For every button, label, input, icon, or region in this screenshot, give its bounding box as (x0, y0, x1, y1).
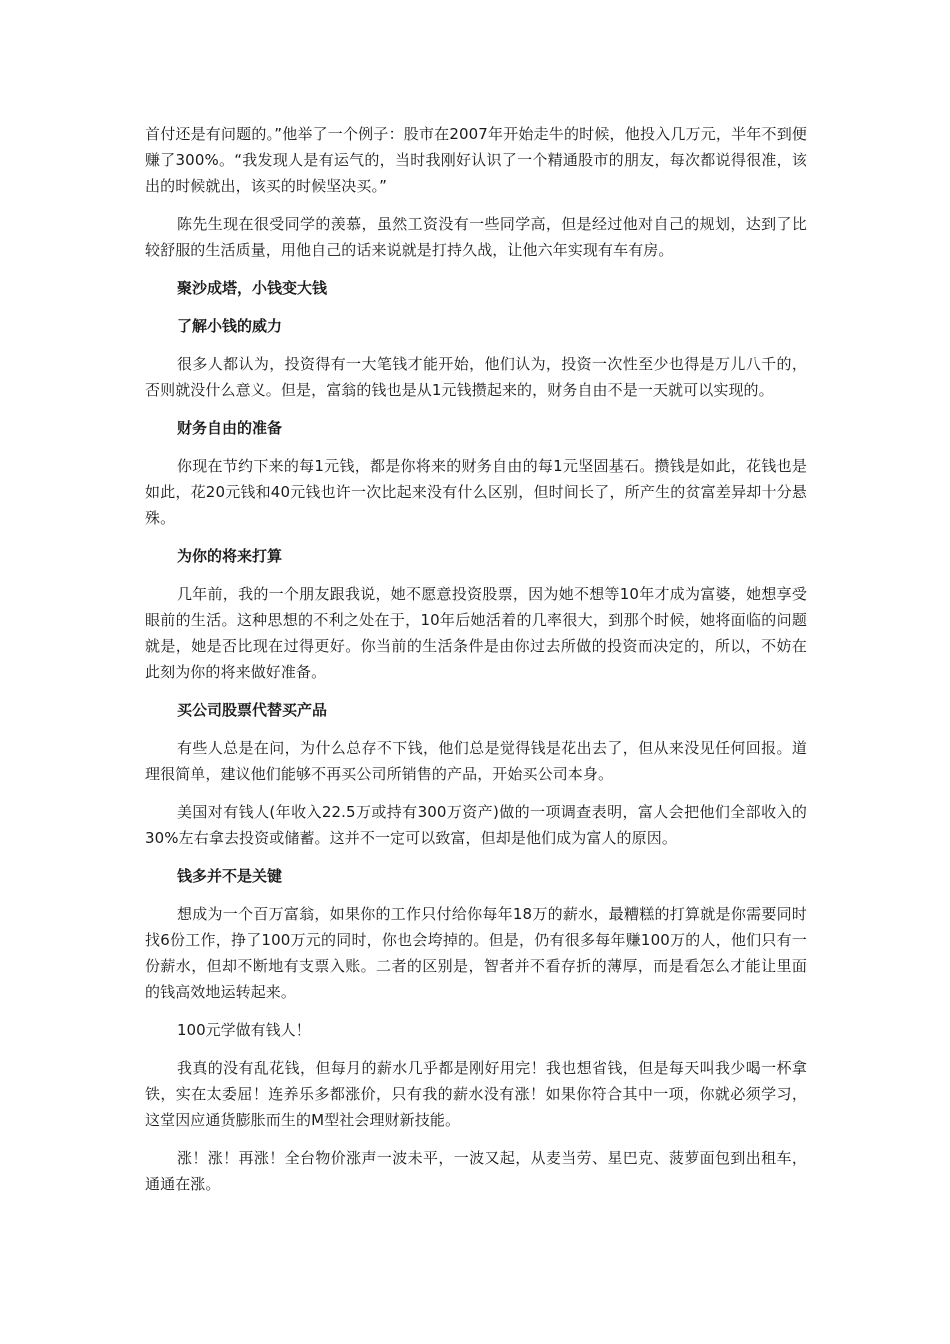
paragraph: 几年前，我的一个朋友跟我说，她不愿意投资股票，因为她不想等10年才成为富婆，她想享受眼前的生活。这种思想的不利之处在于，10年后她活着的几率很大，到那个时候，她将面临的问题就是，她是否比现在过得更好。你当前的生活条件是由你过去所做的投资而决定的，所以，不妨在此刻为你的将来做好准备。 (145, 585, 807, 681)
section-heading: 钱多并不是关键 (177, 867, 283, 885)
section-heading: 了解小钱的威力 (177, 317, 283, 335)
section-heading: 聚沙成塔，小钱变大钱 (177, 279, 328, 297)
section-heading: 买公司股票代替买产品 (177, 701, 328, 719)
section-heading: 为你的将来打算 (177, 547, 283, 565)
paragraph: 涨！涨！再涨！全台物价涨声一波未平，一波又起，从麦当劳、星巴克、菠萝面包到出租车，通通在涨。 (145, 1149, 807, 1193)
paragraph: 很多人都认为，投资得有一大笔钱才能开始，他们认为，投资一次性至少也得是万儿八千的，否则就没什么意义。但是，富翁的钱也是从1元钱攒起来的，财务自由不是一天就可以实现的。 (145, 355, 807, 399)
paragraph: 你现在节约下来的每1元钱，都是你将来的财务自由的每1元坚固基石。攒钱是如此，花钱也是如此，花20元钱和40元钱也许一次比起来没有什么区别，但时间长了，所产生的贫富差异却十分悬殊。 (145, 457, 807, 527)
paragraph: 陈先生现在很受同学的羡慕，虽然工资没有一些同学高，但是经过他对自己的规划，达到了比较舒服的生活质量，用他自己的话来说就是打持久战，让他六年实现有车有房。 (145, 215, 807, 259)
paragraph: 首付还是有问题的。”他举了一个例子：股市在2007年开始走牛的时候，他投入几万元，半年不到便赚了300%。“我发现人是有运气的，当时我刚好认识了一个精通股市的朋友，每次都说得很准，该出的时候就出，该买的时候坚决买。” (145, 125, 807, 195)
paragraph: 有些人总是在问，为什么总存不下钱，他们总是觉得钱是花出去了，但从来没见任何回报。道理很简单，建议他们能够不再买公司所销售的产品，开始买公司本身。 (145, 739, 807, 783)
paragraph: 美国对有钱人(年收入22.5万或持有300万资产)做的一项调查表明，富人会把他们全部收入的30%左右拿去投资或储蓄。这并不一定可以致富，但却是他们成为富人的原因。 (145, 803, 807, 847)
section-heading: 财务自由的准备 (177, 419, 283, 437)
subheading-plain: 100元学做有钱人！ (177, 1021, 311, 1039)
paragraph: 我真的没有乱花钱，但每月的薪水几乎都是刚好用完！我也想省钱，但是每天叫我少喝一杯拿铁，实在太委屈！连养乐多都涨价，只有我的薪水没有涨！如果你符合其中一项，你就必须学习，这堂因应通货膨胀而生的M型社会理财新技能。 (145, 1059, 807, 1129)
paragraph: 想成为一个百万富翁，如果你的工作只付给你每年18万的薪水，最糟糕的打算就是你需要同时找6份工作，挣了100万元的同时，你也会垮掉的。但是，仍有很多每年赚100万的人，他们只有一份薪水，但却不断地有支票入账。二者的区别是，智者并不看存折的薄厚，而是看怎么才能让里面的钱高效地运转起来。 (145, 905, 807, 1001)
document-page (145, 121, 807, 1209)
